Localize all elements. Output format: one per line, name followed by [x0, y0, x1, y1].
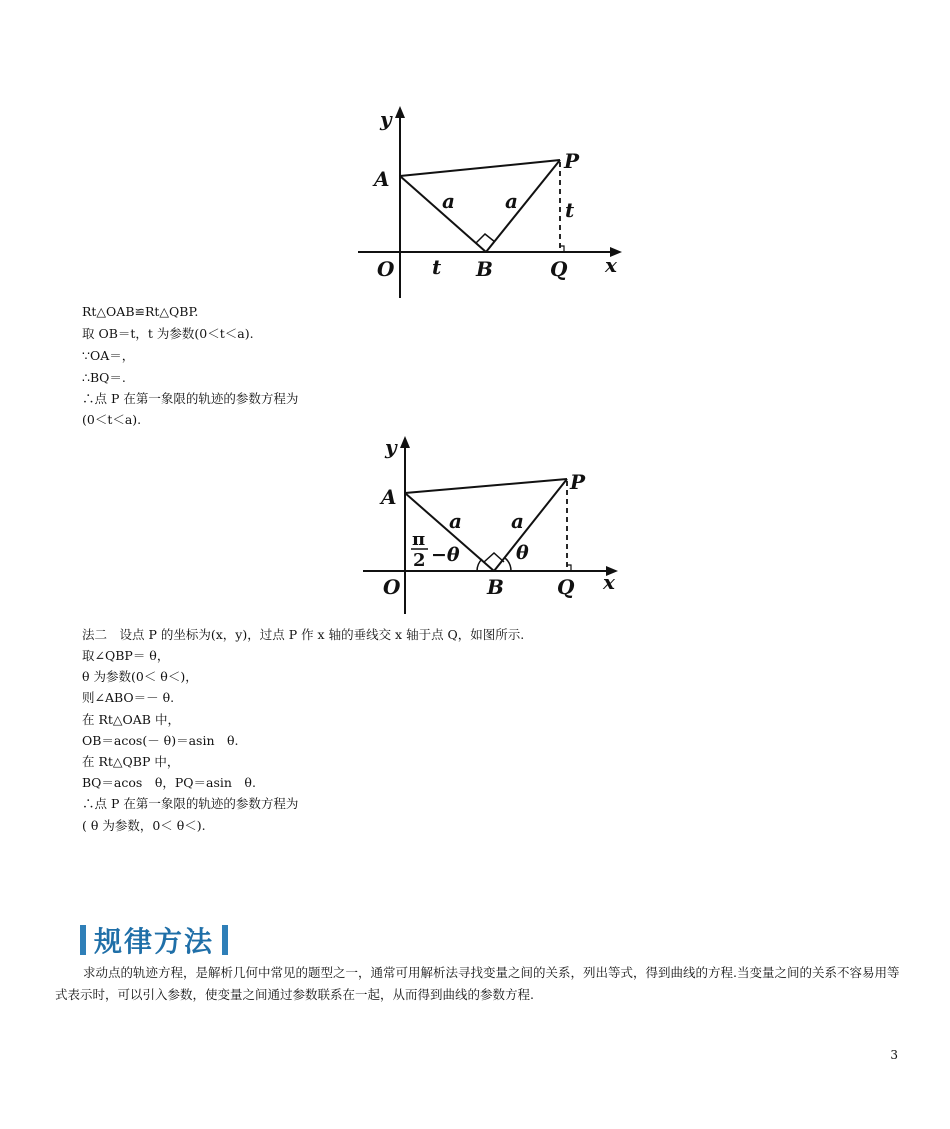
solution2-line-9: ∴点 P 在第一象限的轨迹的参数方程为	[82, 796, 299, 811]
label-theta: θ	[516, 542, 529, 564]
label-Q: Q	[557, 575, 575, 599]
label-A: A	[381, 485, 397, 509]
label-x: x	[603, 570, 615, 594]
label-B: B	[487, 575, 504, 599]
label-a-left: a	[442, 189, 455, 213]
label-t-base: t	[432, 255, 442, 279]
y-axis-arrow	[395, 106, 405, 118]
label-a-left: a	[449, 509, 462, 533]
figure-2-diagram	[355, 432, 630, 622]
solution2-line-5: 在 Rt△OAB 中，	[82, 712, 180, 727]
label-a-right: a	[505, 189, 518, 213]
right-angle-mark-B	[476, 234, 495, 243]
solution1-line-2: 取 OB＝t，t 为参数(0＜t＜a).	[82, 326, 254, 341]
label-x: x	[605, 253, 617, 277]
angle-arc-right	[505, 558, 511, 571]
solution1-line-3: ∵OA＝，	[82, 348, 135, 363]
solution2-line-7: 在 Rt△QBP 中，	[82, 754, 180, 769]
method-paragraph-text: 求动点的轨迹方程，是解析几何中常见的题型之一，通常可用解析法寻找变量之间的关系，列出等式，得到曲线的方程.当变量之间的关系不容易用等式表示时，可以引入参数，使变量之间通过参数联系在一起，从而得到曲线的参数方程.	[55, 965, 900, 1002]
solution2-line-2: 取∠QBP＝ θ，	[82, 648, 170, 663]
solution2-line-6: OB＝acos(－ θ)＝asin θ.	[82, 733, 239, 748]
method-paragraph	[55, 962, 900, 1006]
label-Q: Q	[550, 257, 568, 281]
page-number: 3	[890, 1048, 898, 1062]
figure-1-diagram	[350, 100, 630, 300]
angle-arc-left	[477, 559, 482, 571]
solution1-line-1: Rt△OAB≌Rt△QBP.	[82, 304, 199, 319]
label-y: y	[385, 435, 397, 459]
label-P: P	[570, 470, 586, 494]
solution2-line-1: 法二 设点 P 的坐标为(x，y)，过点 P 作 x 轴的垂线交 x 轴于点 Q，如图所示.	[82, 627, 525, 642]
label-O: O	[377, 257, 395, 281]
segment-AB	[400, 176, 486, 252]
y-axis-arrow	[400, 436, 410, 448]
label-t-side: t	[565, 198, 575, 222]
segment-BP	[494, 479, 567, 571]
label-a-right: a	[511, 509, 524, 533]
section-heading	[80, 922, 228, 958]
section-title: 规律方法	[94, 925, 215, 958]
label-minus-theta: −θ	[431, 544, 460, 566]
solution1-line-6: (0＜t＜a).	[82, 412, 142, 427]
solution1-line-5: ∴点 P 在第一象限的轨迹的参数方程为	[82, 391, 299, 406]
segment-AP	[405, 479, 567, 493]
solution2-line-3: θ 为参数(0＜ θ＜)，	[82, 669, 198, 684]
label-two: 2	[413, 550, 426, 571]
heading-bar-right	[222, 925, 228, 955]
solution2-line-10: ( θ 为参数，0＜ θ＜).	[82, 818, 206, 833]
solution2-line-4: 则∠ABO＝－ θ.	[82, 690, 175, 705]
label-y: y	[380, 107, 392, 131]
label-B: B	[476, 257, 493, 281]
label-A: A	[374, 167, 390, 191]
label-pi: π	[412, 529, 426, 550]
solution2-line-8: BQ＝acos θ，PQ＝asin θ.	[82, 775, 256, 790]
segment-BP	[486, 160, 560, 252]
heading-bar-left	[80, 925, 86, 955]
segment-AP	[400, 160, 560, 176]
solution1-line-4: ∴BQ＝.	[82, 370, 126, 385]
label-P: P	[564, 149, 580, 173]
label-O: O	[383, 575, 401, 599]
